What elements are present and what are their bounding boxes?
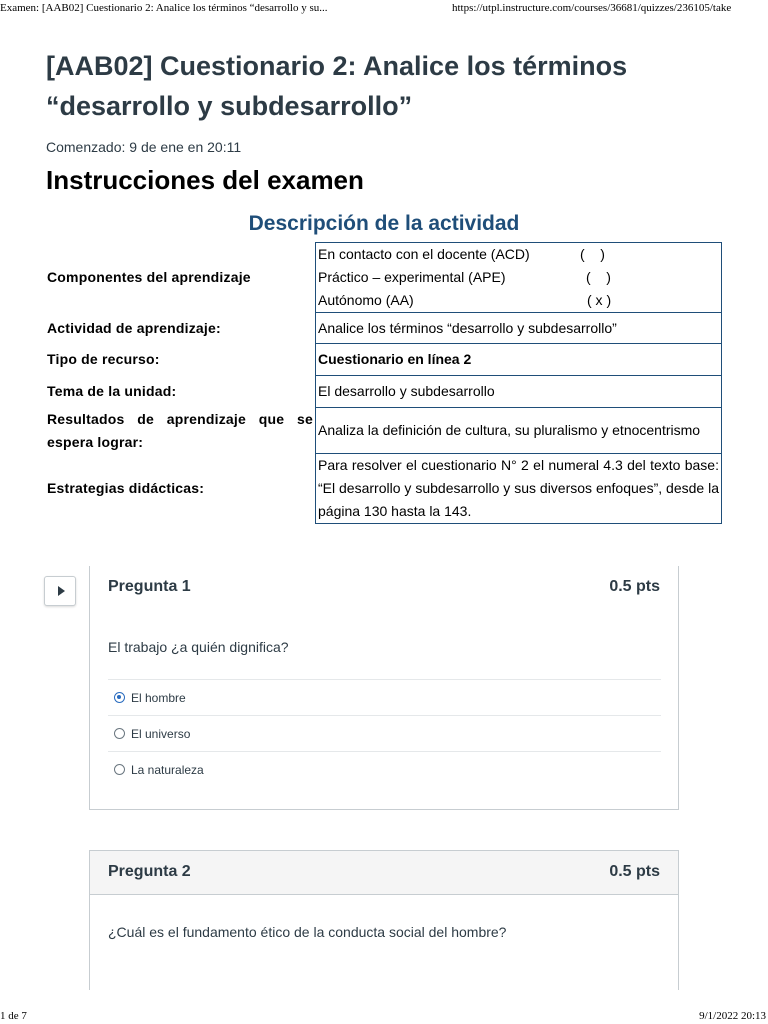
row-label: Tema de la unidad: xyxy=(47,383,177,399)
components-label: Componentes del aprendizaje xyxy=(47,269,251,285)
question-text: ¿Cuál es el fundamento ético de la conducta social del hombre? xyxy=(108,924,507,940)
component-mark: ( x ) xyxy=(587,292,612,308)
row-value: Para resolver el cuestionario N° 2 el numeral 4.3 del texto base: “El desarrollo y subdesarrollo y sus diversos enfoques”, desde la página 130 hasta la 143. xyxy=(316,454,722,524)
answer-label: La naturaleza xyxy=(131,762,204,777)
print-header-title: Examen: [AAB02] Cuestionario 2: Analice los términos “desarrollo y su... xyxy=(0,2,328,14)
answer-option[interactable] xyxy=(108,751,661,787)
print-header xyxy=(0,0,768,18)
component-name: Práctico – experimental (APE) xyxy=(318,269,506,285)
print-footer xyxy=(0,1010,768,1024)
answer-label: El universo xyxy=(131,726,191,741)
component-name: Autónomo (AA) xyxy=(318,292,414,308)
components-value xyxy=(316,243,722,313)
row-value: Analice los términos “desarrollo y subdesarrollo” xyxy=(316,313,722,344)
question-title: Pregunta 1 xyxy=(108,578,191,595)
table-row xyxy=(46,243,722,313)
row-label: Resultados de aprendizaje que se espera lograr: xyxy=(47,410,313,450)
component-line xyxy=(318,266,719,289)
question-card xyxy=(89,566,679,810)
component-line xyxy=(318,243,719,266)
question-title: Pregunta 2 xyxy=(108,863,191,880)
play-triangle-icon xyxy=(58,586,65,596)
component-name: En contacto con el docente (ACD) xyxy=(318,246,530,262)
page-count: 1 de 7 xyxy=(0,1010,27,1022)
question-header xyxy=(90,566,678,610)
radio-unchecked-icon[interactable] xyxy=(114,764,125,775)
answer-list xyxy=(108,679,661,787)
component-mark: ( ) xyxy=(580,246,605,262)
table-row xyxy=(46,376,722,408)
question-header xyxy=(90,851,678,895)
row-value: El desarrollo y subdesarrollo xyxy=(316,376,722,408)
radio-checked-icon[interactable] xyxy=(114,692,125,703)
table-row xyxy=(46,344,722,376)
table-row xyxy=(46,408,722,454)
answer-label: El hombre xyxy=(131,690,186,705)
table-row xyxy=(46,313,722,344)
activity-description-table xyxy=(46,242,722,524)
print-timestamp: 9/1/2022 20:13 xyxy=(699,1010,766,1022)
print-header-url: https://utpl.instructure.com/courses/36681/quizzes/236105/take xyxy=(452,2,732,14)
question-points: 0.5 pts xyxy=(609,578,660,595)
question-card xyxy=(89,850,679,990)
answer-option[interactable] xyxy=(108,715,661,751)
row-label: Estrategias didácticas: xyxy=(47,480,205,496)
started-timestamp: Comenzado: 9 de ene en 20:11 xyxy=(46,139,242,155)
component-mark: ( ) xyxy=(586,269,611,285)
answer-option[interactable] xyxy=(108,679,661,715)
table-row xyxy=(46,454,722,524)
row-value: Cuestionario en línea 2 xyxy=(316,344,722,376)
row-label: Actividad de aprendizaje: xyxy=(47,319,221,336)
component-line xyxy=(318,289,719,312)
instructions-heading: Instrucciones del examen xyxy=(46,165,364,195)
page-title: [AAB02] Cuestionario 2: Analice los términos “desarrollo y subdesarrollo” xyxy=(46,51,628,121)
activity-description-heading: Descripción de la actividad xyxy=(248,212,520,235)
row-value: Analiza la definición de cultura, su pluralismo y etnocentrismo xyxy=(316,408,722,454)
question-points: 0.5 pts xyxy=(609,863,660,880)
question-nav-toggle-button[interactable] xyxy=(44,576,76,606)
radio-unchecked-icon[interactable] xyxy=(114,728,125,739)
row-label: Tipo de recurso: xyxy=(47,351,160,367)
question-text: El trabajo ¿a quién dignifica? xyxy=(108,639,289,655)
